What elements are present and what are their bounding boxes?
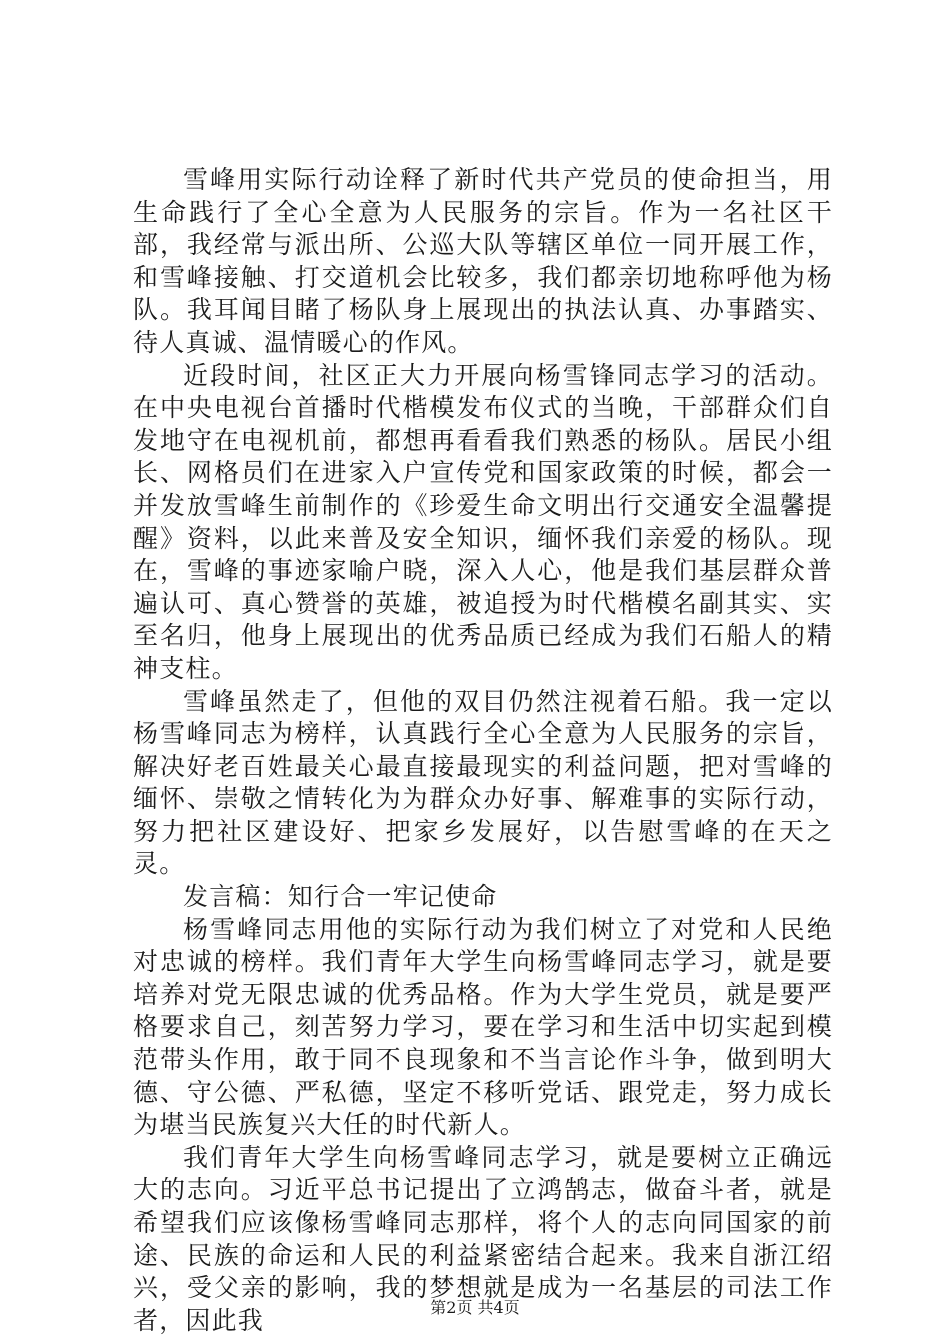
paragraph: 我们青年大学生向杨雪峰同志学习，就是要树立正确远大的志向。习近平总书记提出了立鸿鹄志，做奋斗者，就是希望我们应该像杨雪峰同志那样，将个人的志向同国家的前途、民族的命运和人民的利益紧密结合起来。我来自浙江绍兴，受父亲的影响，我的梦想就是成为一名基层的司法工作者，因此我 xyxy=(133,1142,833,1335)
paragraph: 近段时间，社区正大力开展向杨雪锋同志学习的活动。在中央电视台首播时代楷模发布仪式的当晚，干部群众们自发地守在电视机前，都想再看看我们熟悉的杨队。居民小组长、网格员们在进家入户宣传党和国家政策的时候，都会一并发放雪峰生前制作的《珍爱生命文明出行交通安全温馨提醒》资料，以此来普及安全知识，缅怀我们亲爱的杨队。现在，雪峰的事迹家喻户晓，深入人心，他是我们基层群众普遍认可、真心赞誉的英雄，被追授为时代楷模名副其实、实至名归，他身上展现出的优秀品质已经成为我们石船人的精神支柱。 xyxy=(133,360,833,683)
paragraph: 雪峰用实际行动诠释了新时代共产党员的使命担当，用生命践行了全心全意为人民服务的宗旨。作为一名社区干部，我经常与派出所、公巡大队等辖区单位一同开展工作，和雪峰接触、打交道机会比较多，我们都亲切地称呼他为杨队。我耳闻目睹了杨队身上展现出的执法认真、办事踏实、待人真诚、温情暖心的作风。 xyxy=(133,165,833,357)
page-number-footer: 第2页 共4页 xyxy=(430,1298,520,1317)
paragraph: 杨雪峰同志用他的实际行动为我们树立了对党和人民绝对忠诚的榜样。我们青年大学生向杨雪峰同志学习，就是要培养对党无限忠诚的优秀品格。作为大学生党员，就是要严格要求自己，刻苦努力学习，要在学习和生活中切实起到模范带头作用，敢于同不良现象和不当言论作斗争，做到明大德、守公德、严私德，坚定不移听党话、跟党走，努力成长为堪当民族复兴大任的时代新人。 xyxy=(133,914,833,1140)
paragraph: 雪峰虽然走了，但他的双目仍然注视着石船。我一定以杨雪峰同志为榜样，认真践行全心全意为人民服务的宗旨，解决好老百姓最关心最直接最现实的利益问题，把对雪峰的缅怀、崇敬之情转化为为群众办好事、解难事的实际行动，努力把社区建设好、把家乡发展好，以告慰雪峰的在天之灵。 xyxy=(133,686,833,879)
section-heading: 发言稿：知行合一牢记使命 xyxy=(183,882,498,912)
document-body xyxy=(133,164,833,1337)
